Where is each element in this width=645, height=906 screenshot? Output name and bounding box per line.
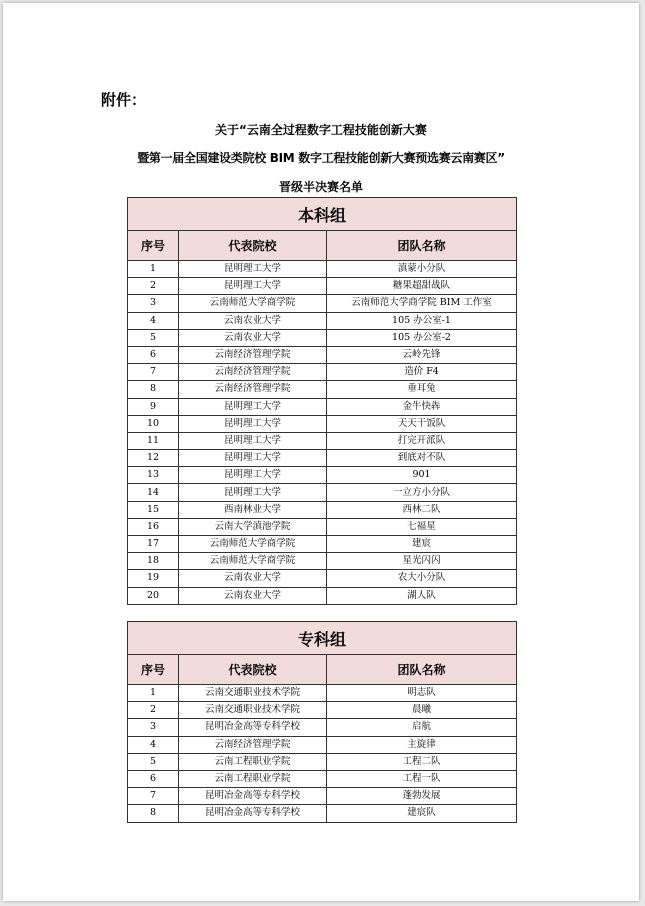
table-row (128, 536, 517, 553)
school-name: 云南工程职业学院 (179, 770, 327, 787)
school-name: 云南交通职业技术学院 (179, 685, 327, 702)
table-row (128, 719, 517, 736)
table-row (128, 381, 517, 398)
table-row (128, 450, 517, 467)
table-row (128, 753, 517, 770)
school-name: 云南经济管理学院 (179, 364, 327, 381)
team-name: 105 办公室-1 (327, 312, 517, 329)
team-name: 建宸队 (327, 805, 517, 822)
team-name: 105 办公室-2 (327, 329, 517, 346)
table-row (128, 415, 517, 432)
table-row (128, 295, 517, 312)
table-row (128, 553, 517, 570)
col-header-team: 团队名称 (327, 655, 517, 685)
school-name: 昆明冶金高等专科学校 (179, 805, 327, 822)
school-name: 云南经济管理学院 (179, 736, 327, 753)
row-number: 18 (128, 553, 179, 570)
team-name: 主旋律 (327, 736, 517, 753)
team-name: 云南师范大学商学院 BIM 工作室 (327, 295, 517, 312)
table-row (128, 364, 517, 381)
row-number: 20 (128, 587, 179, 604)
school-name: 云南农业大学 (179, 329, 327, 346)
team-name: 天天干饭队 (327, 415, 517, 432)
col-header-school: 代表院校 (179, 655, 327, 685)
col-header-school: 代表院校 (179, 231, 327, 261)
row-number: 3 (128, 719, 179, 736)
row-number: 12 (128, 450, 179, 467)
row-number: 17 (128, 536, 179, 553)
row-number: 2 (128, 702, 179, 719)
table-row (128, 685, 517, 702)
table-row (128, 702, 517, 719)
school-name: 云南工程职业学院 (179, 753, 327, 770)
row-number: 2 (128, 278, 179, 295)
team-name: 一立方小分队 (327, 484, 517, 501)
team-name: 建宸 (327, 536, 517, 553)
school-name: 昆明理工大学 (179, 415, 327, 432)
team-name: 湖人队 (327, 587, 517, 604)
row-number: 7 (128, 364, 179, 381)
school-name: 云南农业大学 (179, 570, 327, 587)
row-number: 6 (128, 346, 179, 363)
table-row (128, 467, 517, 484)
vocational-group-title: 专科组 (128, 622, 517, 655)
school-name: 昆明理工大学 (179, 278, 327, 295)
team-name: 到底对不队 (327, 450, 517, 467)
team-name: 云岭先锋 (327, 346, 517, 363)
team-name: 垂耳兔 (327, 381, 517, 398)
table-row (128, 312, 517, 329)
row-number: 5 (128, 753, 179, 770)
row-number: 8 (128, 381, 179, 398)
col-header-team: 团队名称 (327, 231, 517, 261)
row-number: 4 (128, 312, 179, 329)
title-line-1: 关于“云南全过程数字工程技能创新大赛 (215, 123, 427, 137)
table-row (128, 570, 517, 587)
row-number: 8 (128, 805, 179, 822)
school-name: 西南林业大学 (179, 501, 327, 518)
table-row (128, 805, 517, 822)
vocational-table (127, 621, 517, 823)
table-row (128, 770, 517, 787)
row-number: 10 (128, 415, 179, 432)
row-number: 4 (128, 736, 179, 753)
table-row (128, 788, 517, 805)
row-number: 9 (128, 398, 179, 415)
team-name: 七福星 (327, 518, 517, 535)
row-number: 16 (128, 518, 179, 535)
team-name: 滇蒙小分队 (327, 261, 517, 278)
team-name: 启航 (327, 719, 517, 736)
school-name: 云南交通职业技术学院 (179, 702, 327, 719)
table-row (128, 346, 517, 363)
table-row (128, 432, 517, 449)
col-header-num: 序号 (128, 231, 179, 261)
row-number: 19 (128, 570, 179, 587)
school-name: 昆明理工大学 (179, 398, 327, 415)
team-name: 糖果超甜战队 (327, 278, 517, 295)
team-name: 晨曦 (327, 702, 517, 719)
team-name: 打完开派队 (327, 432, 517, 449)
school-name: 云南师范大学商学院 (179, 295, 327, 312)
row-number: 13 (128, 467, 179, 484)
table-row (128, 329, 517, 346)
school-name: 云南农业大学 (179, 587, 327, 604)
team-name: 造价 F4 (327, 364, 517, 381)
title-line-2: 暨第一届全国建设类院校 BIM 数字工程技能创新大赛预选赛云南赛区” (137, 151, 505, 165)
row-number: 5 (128, 329, 179, 346)
table-row (128, 736, 517, 753)
team-name: 工程一队 (327, 770, 517, 787)
school-name: 昆明理工大学 (179, 450, 327, 467)
row-number: 1 (128, 261, 179, 278)
row-number: 3 (128, 295, 179, 312)
row-number: 11 (128, 432, 179, 449)
school-name: 昆明冶金高等专科学校 (179, 788, 327, 805)
col-header-num: 序号 (128, 655, 179, 685)
table-row (128, 261, 517, 278)
team-name: 蓬勃发展 (327, 788, 517, 805)
school-name: 云南师范大学商学院 (179, 553, 327, 570)
school-name: 云南农业大学 (179, 312, 327, 329)
title-line-3: 晋级半决赛名单 (278, 180, 363, 194)
school-name: 昆明理工大学 (179, 467, 327, 484)
team-name: 西林二队 (327, 501, 517, 518)
school-name: 昆明冶金高等专科学校 (179, 719, 327, 736)
school-name: 昆明理工大学 (179, 261, 327, 278)
table-row (128, 278, 517, 295)
undergrad-group-title: 本科组 (128, 198, 517, 231)
table-row (128, 518, 517, 535)
table-row (128, 398, 517, 415)
school-name: 昆明理工大学 (179, 484, 327, 501)
row-number: 7 (128, 788, 179, 805)
team-name: 901 (327, 467, 517, 484)
team-name: 明志队 (327, 685, 517, 702)
document-page (3, 3, 639, 901)
row-number: 1 (128, 685, 179, 702)
school-name: 云南经济管理学院 (179, 346, 327, 363)
school-name: 云南大学滇池学院 (179, 518, 327, 535)
row-number: 15 (128, 501, 179, 518)
school-name: 云南师范大学商学院 (179, 536, 327, 553)
team-name: 金牛快犇 (327, 398, 517, 415)
team-name: 农大小分队 (327, 570, 517, 587)
school-name: 昆明理工大学 (179, 432, 327, 449)
table-row (128, 501, 517, 518)
team-name: 工程二队 (327, 753, 517, 770)
row-number: 6 (128, 770, 179, 787)
table-row (128, 484, 517, 501)
row-number: 14 (128, 484, 179, 501)
attachment-label: 附件： (101, 91, 147, 109)
table-row (128, 587, 517, 604)
team-name: 星光闪闪 (327, 553, 517, 570)
school-name: 云南经济管理学院 (179, 381, 327, 398)
undergrad-table (127, 197, 517, 605)
